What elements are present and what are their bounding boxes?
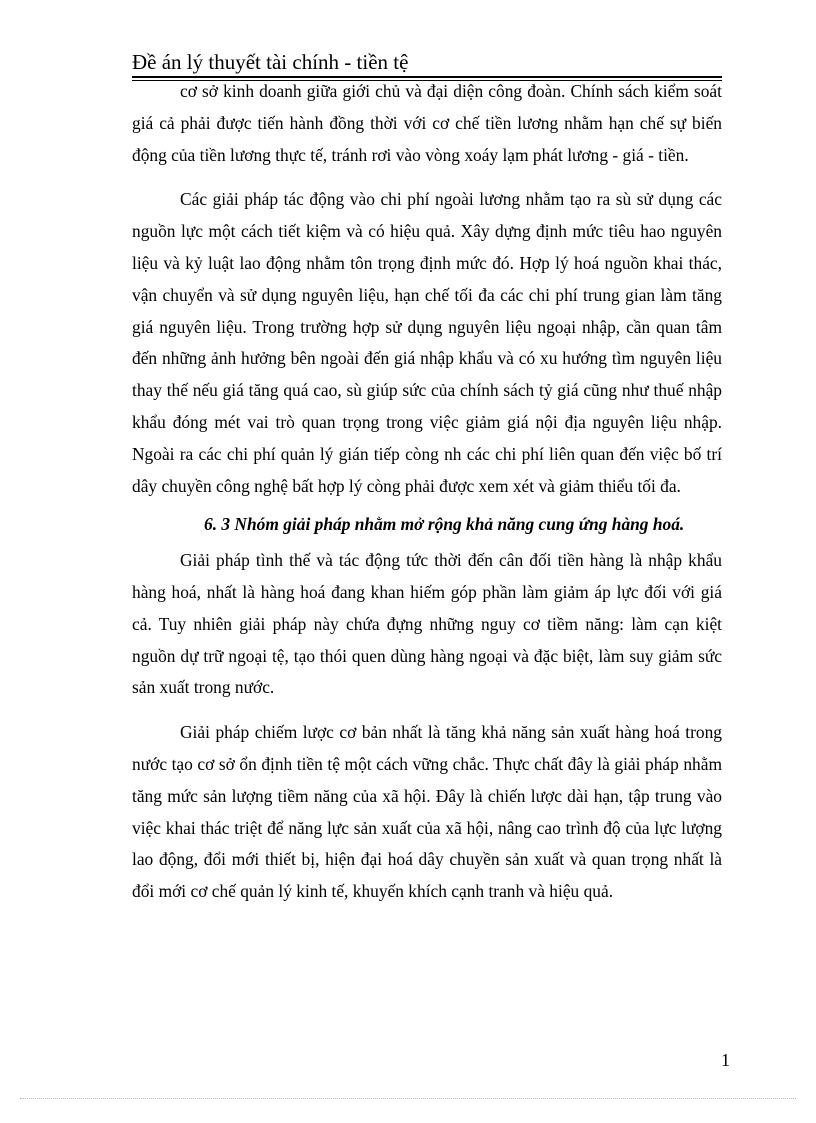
body-paragraph: Giải pháp tình thế và tác động tức thời đến cân đối tiền hàng là nhập khẩu hàng hoá, nhất là hàng hoá đang khan hiếm góp phần làm giảm áp lực đối với giá cả. Tuy nhiên giải pháp này chứa đựng những nguy cơ tiềm năng: làm cạn kiệt nguồn dự trữ ngoại tệ, tạo thói quen dùng hàng ngoại và đặc biệt, làm suy giảm sức sản xuất trong nước. <box>132 550 722 698</box>
document-body <box>132 76 722 921</box>
body-paragraph: cơ sở kinh doanh giữa giới chủ và đại diện công đoàn. Chính sách kiểm soát giá cả phải được tiến hành đồng thời với cơ chế tiền lương nhằm hạn chế sự biến động của tiền lương thực tế, tránh rơi vào vòng xoáy lạm phát lương - giá - tiền. <box>132 81 722 165</box>
page-bottom-divider <box>20 1098 796 1099</box>
section-heading: 6. 3 Nhóm giải pháp nhằm mở rộng khả năng cung ứng hàng hoá. <box>204 514 685 535</box>
body-paragraph: Giải pháp chiếm lược cơ bản nhất là tăng khả năng sản xuất hàng hoá trong nước tạo cơ sở ổn định tiền tệ một cách vững chắc. Thực chất đây là giải pháp nhằm tăng mức sản lượng tiềm năng của xã hội. Đây là chiến lược dài hạn, tập trung vào việc khai thác triệt để năng lực sản xuất của xã hội, nâng cao trình độ của lực lượng lao động, đổi mới thiết bị, hiện đại hoá dây chuyền sản xuất và quan trọng nhất là đổi mới cơ chế quản lý kinh tế, khuyến khích cạnh tranh và hiệu quả. <box>132 722 722 902</box>
page-header-title: Đề án lý thuyết tài chính - tiền tệ <box>132 50 409 74</box>
page-number: 1 <box>721 1050 730 1070</box>
body-paragraph: Các giải pháp tác động vào chi phí ngoài lương nhằm tạo ra sù sử dụng các nguồn lực một cách tiết kiệm và có hiệu quả. Xây dựng định mức tiêu hao nguyên liệu và kỷ luật lao động nhằm tôn trọng định mức đó. Hợp lý hoá nguồn khai thác, vận chuyển và sử dụng nguyên liệu, hạn chế tối đa các chi phí trung gian làm tăng giá nguyên liệu. Trong trường hợp sử dụng nguyên liệu ngoại nhập, cần quan tâm đến những ảnh hưởng bên ngoài đến giá nhập khẩu và có xu hướng tìm nguyên liệu thay thế nếu giá tăng quá cao, sù giúp sức của chính sách tỷ giá cũng như thuế nhập khẩu đóng mét vai trò quan trọng trong việc giảm giá nội địa nguyên liệu nhập. Ngoài ra các chi phí quản lý gián tiếp còng nh các chi phí liên quan đến việc bố trí dây chuyền công nghệ bất hợp lý còng phải được xem xét và giảm thiểu tối đa. <box>132 189 722 496</box>
